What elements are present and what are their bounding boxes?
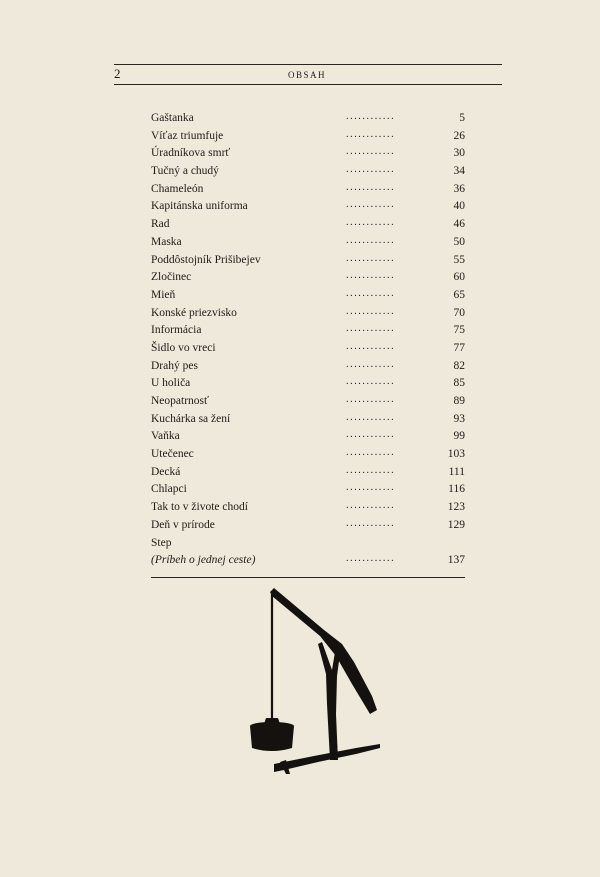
toc-entry-title: Informácia xyxy=(151,324,202,337)
toc-dot-leader: ............ xyxy=(346,217,396,229)
toc-entry-title: Maska xyxy=(151,235,182,248)
toc-entry xyxy=(151,446,465,464)
toc-entry-title: (Príbeh o jednej ceste) xyxy=(151,554,256,567)
toc-dot-leader: ............ xyxy=(346,305,396,317)
toc-entry xyxy=(151,128,465,146)
toc-entry xyxy=(151,340,465,358)
toc-entry xyxy=(151,145,465,163)
toc-entry xyxy=(151,393,465,411)
toc-entry-title: Mieň xyxy=(151,288,176,301)
toc-end-rule xyxy=(151,577,465,578)
toc-entry-title: Vaňka xyxy=(151,430,180,443)
toc-entry-title: Šidlo vo vreci xyxy=(151,341,216,354)
toc-entry-title: Úradníkova smrť xyxy=(151,147,231,160)
toc-entry xyxy=(151,375,465,393)
toc-entry xyxy=(151,322,465,340)
toc-entry-page: 30 xyxy=(453,147,465,160)
toc-entry-title: Neopatrnosť xyxy=(151,395,209,407)
toc-dot-leader: ............ xyxy=(346,199,396,211)
header-rule-bottom xyxy=(114,84,502,85)
toc-entry-page: 26 xyxy=(453,129,465,142)
toc-entry-title: U holiča xyxy=(151,377,191,390)
toc-entry-page: 85 xyxy=(453,377,465,390)
toc-dot-leader: ............ xyxy=(346,411,396,423)
toc-dot-leader: ............ xyxy=(346,358,396,370)
toc-entry-page: 65 xyxy=(453,288,465,301)
toc-entry-page: 46 xyxy=(453,218,465,231)
toc-dot-leader: ............ xyxy=(346,287,396,299)
toc-entry-title: Step xyxy=(151,536,172,549)
toc-entry-page: 129 xyxy=(447,518,465,531)
toc-entry xyxy=(151,358,465,376)
toc-dot-leader: ............ xyxy=(346,482,396,494)
toc-entry-page: 50 xyxy=(453,235,465,248)
toc-entry-title: Zločinec xyxy=(151,271,192,284)
toc-entry xyxy=(151,552,465,570)
toc-entry-page: 103 xyxy=(447,448,465,461)
toc-entry-page: 36 xyxy=(453,182,465,195)
toc-entry xyxy=(151,305,465,323)
toc-entry-title: Utečenec xyxy=(151,448,194,461)
toc-entry-title: Tak to v živote chodí xyxy=(151,501,248,514)
toc-entry-page: 77 xyxy=(453,341,465,354)
toc-entry-title: Víťaz triumfuje xyxy=(151,129,224,142)
toc-entry-title: Poddôstojník Prišibejev xyxy=(151,253,261,266)
toc-dot-leader: ............ xyxy=(346,340,396,352)
toc-dot-leader: ............ xyxy=(346,376,396,388)
toc-entry-title: Chlapci xyxy=(151,483,187,496)
toc-entry-title: Rad xyxy=(151,218,170,231)
toc-entry-title: Kuchárka sa žení xyxy=(151,412,231,425)
toc-dot-leader: ............ xyxy=(346,181,396,193)
toc-entry xyxy=(151,499,465,517)
toc-entry xyxy=(151,198,465,216)
toc-entry-title: Konské priezvisko xyxy=(151,306,237,319)
toc-entry xyxy=(151,481,465,499)
toc-entry xyxy=(151,428,465,446)
toc-entry xyxy=(151,411,465,429)
toc-entry-page: 70 xyxy=(453,306,465,319)
toc-dot-leader: ............ xyxy=(346,500,396,512)
toc-entry xyxy=(151,287,465,305)
toc-entry xyxy=(151,181,465,199)
page-number: 2 xyxy=(114,66,121,81)
toc-entry xyxy=(151,234,465,252)
toc-dot-leader: ............ xyxy=(346,234,396,246)
toc-entry xyxy=(151,535,465,553)
toc-entry-title: Drahý pes xyxy=(151,359,198,372)
table-of-contents xyxy=(151,110,465,570)
toc-entry-title: Chameleón xyxy=(151,182,204,195)
toc-entry-page: 55 xyxy=(453,253,465,266)
toc-entry xyxy=(151,269,465,287)
toc-entry-page: 123 xyxy=(447,501,465,514)
toc-entry-page: 75 xyxy=(453,324,465,337)
toc-entry xyxy=(151,252,465,270)
toc-dot-leader: ............ xyxy=(346,270,396,282)
toc-entry xyxy=(151,110,465,128)
toc-entry-title: Deň v prírode xyxy=(151,518,215,531)
toc-entry-page: 82 xyxy=(453,359,465,372)
toc-dot-leader: ............ xyxy=(346,447,396,459)
toc-dot-leader: ............ xyxy=(346,164,396,176)
toc-dot-leader: ............ xyxy=(346,323,396,335)
toc-entry xyxy=(151,464,465,482)
toc-entry-title: Gaštanka xyxy=(151,112,194,124)
toc-entry-page: 137 xyxy=(447,554,465,567)
toc-entry xyxy=(151,163,465,181)
page-header-title: OBSAH xyxy=(288,70,327,80)
header-rule-top xyxy=(114,64,502,65)
toc-entry-page: 99 xyxy=(453,430,465,443)
toc-entry-page: 60 xyxy=(453,271,465,284)
toc-entry-page: 5 xyxy=(459,112,465,124)
toc-dot-leader: ............ xyxy=(346,394,396,405)
toc-dot-leader: ............ xyxy=(346,111,396,122)
toc-entry-page: 34 xyxy=(453,165,465,178)
toc-dot-leader: ............ xyxy=(346,464,396,476)
toc-entry-title: Kapitánska uniforma xyxy=(151,200,248,213)
toc-entry-title: Decká xyxy=(151,465,181,478)
well-sweep-icon xyxy=(244,584,384,774)
toc-entry-title: Tučný a chudý xyxy=(151,165,219,178)
toc-dot-leader: ............ xyxy=(346,252,396,264)
toc-entry-page: 89 xyxy=(453,395,465,407)
toc-dot-leader: ............ xyxy=(346,429,396,441)
toc-entry xyxy=(151,216,465,234)
toc-entry-page: 111 xyxy=(448,465,465,478)
toc-dot-leader: ............ xyxy=(346,146,396,158)
toc-entry-page: 93 xyxy=(453,412,465,425)
toc-entry-page: 40 xyxy=(453,200,465,213)
toc-dot-leader: ............ xyxy=(346,128,396,140)
toc-entry-page: 116 xyxy=(448,483,465,496)
toc-dot-leader: ............ xyxy=(346,517,396,529)
toc-dot-leader: ............ xyxy=(346,553,396,565)
toc-entry xyxy=(151,517,465,535)
